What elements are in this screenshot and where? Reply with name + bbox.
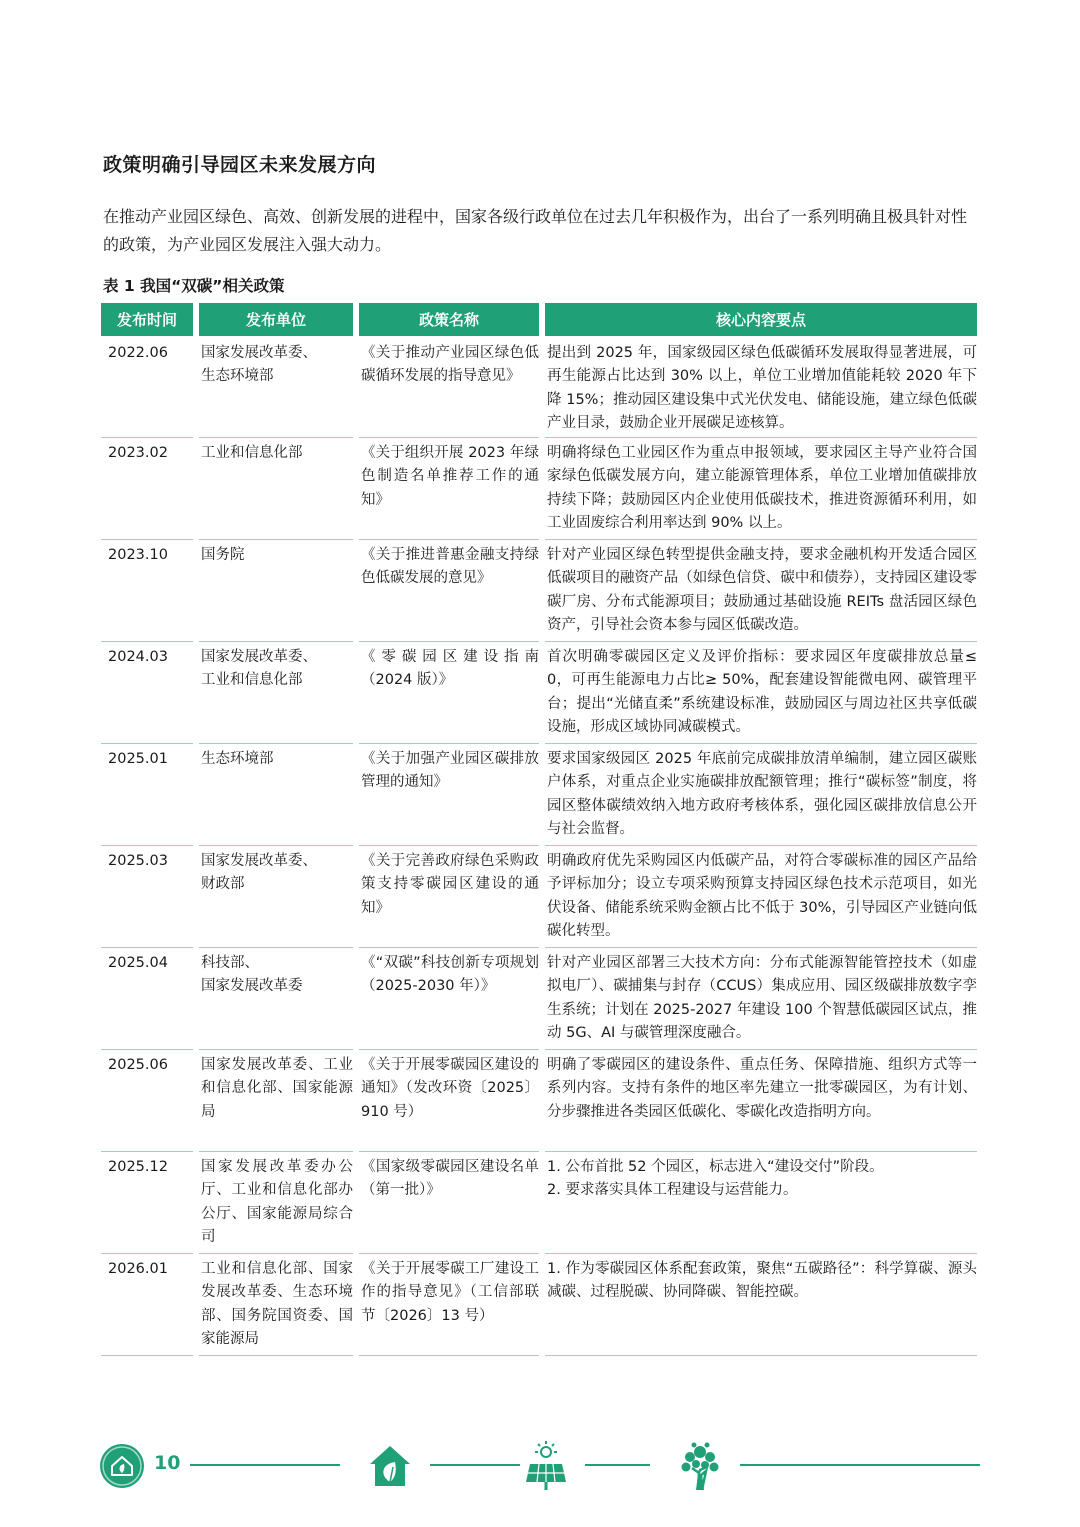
cell-core: 明确政府优先采购园区内低碳产品，对符合零碳标准的园区产品给予评标加分；设立专项采购预算支持园区绿色技术示范项目，如光伏设备、储能系统采购金额占比不低于 30%，引导园区产业链向低碳化转型。 (545, 846, 977, 948)
home-leaf-icon (100, 1444, 144, 1488)
footer-divider (740, 1464, 980, 1466)
solar-panel-icon (520, 1440, 572, 1496)
cell-core: 1. 公布首批 52 个园区，标志进入“建设交付”阶段。 2. 要求落实具体工程建设与运营能力。 (545, 1152, 977, 1254)
page-number: 10 (154, 1452, 181, 1474)
cell-org: 科技部、 国家发展改革委 (199, 948, 353, 1050)
table-row (101, 336, 977, 438)
table-row (101, 1050, 977, 1152)
page-footer (100, 1440, 980, 1492)
cell-name: 《关于开展零碳工厂建设工作的指导意见》（工信部联节〔2026〕13 号） (359, 1254, 539, 1356)
cell-name: 《关于加强产业园区碳排放管理的通知》 (359, 744, 539, 846)
cell-org: 工业和信息化部、国家发展改革委、生态环境部、国务院国资委、国家能源局 (199, 1254, 353, 1356)
table-row (101, 744, 977, 846)
footer-divider (585, 1464, 650, 1466)
cell-name: 《关于完善政府绿色采购政策支持零碳园区建设的通知》 (359, 846, 539, 948)
footer-divider (190, 1464, 340, 1466)
cell-date: 2025.04 (101, 948, 193, 1050)
cell-org: 国家发展改革委、 财政部 (199, 846, 353, 948)
cell-core: 明确将绿色工业园区作为重点申报领域，要求园区主导产业符合国家绿色低碳发展方向，建立能源管理体系，单位工业增加值碳排放持续下降；鼓励园区内企业使用低碳技术，推进资源循环利用，如工业固废综合利用率达到 90% 以上。 (545, 438, 977, 540)
cell-org: 国务院 (199, 540, 353, 642)
table-row (101, 540, 977, 642)
cell-org: 国家发展改革委、 工业和信息化部 (199, 642, 353, 744)
cell-date: 2022.06 (101, 336, 193, 438)
cell-core: 首次明确零碳园区定义及评价指标：要求园区年度碳排放总量≤ 0，可再生能源电力占比≥ 50%，配套建设智能微电网、碳管理平台；提出“光储直柔”系统建设标准，鼓励园区与周边社区共享低碳设施，形成区域协同减碳模式。 (545, 642, 977, 744)
table-row (101, 1254, 977, 1356)
table-title: 表 1 我国“双碳”相关政策 (103, 277, 285, 295)
intro-paragraph: 在推动产业园区绿色、高效、创新发展的进程中，国家各级行政单位在过去几年积极作为，出台了一系列明确且极具针对性的政策，为产业园区发展注入强大动力。 (103, 207, 968, 254)
cell-name: 《关于组织开展 2023 年绿色制造名单推荐工作的通知》 (359, 438, 539, 540)
cell-core: 要求国家级园区 2025 年底前完成碳排放清单编制，建立园区碳账户体系，对重点企业实施碳排放配额管理；推行“碳标签”制度，将园区整体碳绩效纳入地方政府考核体系，强化园区碳排放信息公开与社会监督。 (545, 744, 977, 846)
cell-name: 《关于开展零碳园区建设的通知》（发改环资〔2025〕910 号） (359, 1050, 539, 1152)
policy-table (95, 303, 983, 1356)
table-row (101, 948, 977, 1050)
cell-name: 《“双碳”科技创新专项规划（2025-2030 年）》 (359, 948, 539, 1050)
header-org: 发布单位 (199, 303, 353, 336)
cell-org: 国家发展改革委、工业和信息化部、国家能源局 (199, 1050, 353, 1152)
cell-date: 2023.10 (101, 540, 193, 642)
footer-divider (430, 1464, 520, 1466)
cell-date: 2025.06 (101, 1050, 193, 1152)
cell-core: 针对产业园区绿色转型提供金融支持，要求金融机构开发适合园区低碳项目的融资产品（如绿色信贷、碳中和债券），支持园区建设零碳厂房、分布式能源项目；鼓励通过基础设施 REITs 盘活园区绿色资产，引导社会资本参与园区低碳改造。 (545, 540, 977, 642)
header-name: 政策名称 (359, 303, 539, 336)
house-plant-icon (365, 1440, 415, 1494)
cell-org: 工业和信息化部 (199, 438, 353, 540)
cell-org: 国家发展改革委、 生态环境部 (199, 336, 353, 438)
table-row (101, 438, 977, 540)
table-row (101, 1152, 977, 1254)
cell-core: 针对产业园区部署三大技术方向：分布式能源智能管控技术（如虚拟电厂）、碳捕集与封存（CCUS）集成应用、园区级碳排放数字孪生系统；计划在 2025-2027 年建设 100 个智慧低碳园区试点，推动 5G、AI 与碳管理深度融合。 (545, 948, 977, 1050)
cell-org: 生态环境部 (199, 744, 353, 846)
cell-date: 2025.03 (101, 846, 193, 948)
cell-date: 2024.03 (101, 642, 193, 744)
cell-core: 提出到 2025 年，国家级园区绿色低碳循环发展取得显著进展，可再生能源占比达到 30% 以上，单位工业增加值能耗较 2020 年下降 15%；推动园区建设集中式光伏发电、储能设施，建立绿色低碳产业目录，鼓励企业开展碳足迹核算。 (545, 336, 977, 438)
cell-date: 2023.02 (101, 438, 193, 540)
cell-name: 《零碳园区建设指南（2024 版）》 (359, 642, 539, 744)
cell-name: 《关于推进普惠金融支持绿色低碳发展的意见》 (359, 540, 539, 642)
tree-icon (674, 1440, 726, 1496)
cell-core: 明确了零碳园区的建设条件、重点任务、保障措施、组织方式等一系列内容。支持有条件的地区率先建立一批零碳园区，为有计划、分步骤推进各类园区低碳化、零碳化改造指明方向。 (545, 1050, 977, 1152)
cell-date: 2025.01 (101, 744, 193, 846)
cell-name: 《关于推动产业园区绿色低碳循环发展的指导意见》 (359, 336, 539, 438)
cell-org: 国家发展改革委办公厅、工业和信息化部办公厅、国家能源局综合司 (199, 1152, 353, 1254)
cell-date: 2026.01 (101, 1254, 193, 1356)
header-date: 发布时间 (101, 303, 193, 336)
section-heading: 政策明确引导园区未来发展方向 (103, 154, 377, 176)
table-row (101, 642, 977, 744)
header-core: 核心内容要点 (545, 303, 977, 336)
cell-name: 《国家级零碳园区建设名单（第一批）》 (359, 1152, 539, 1254)
table-header-row (101, 303, 977, 336)
table-row (101, 846, 977, 948)
cell-date: 2025.12 (101, 1152, 193, 1254)
cell-core: 1. 作为零碳园区体系配套政策，聚焦“五碳路径”：科学算碳、源头减碳、过程脱碳、协同降碳、智能控碳。 (545, 1254, 977, 1356)
